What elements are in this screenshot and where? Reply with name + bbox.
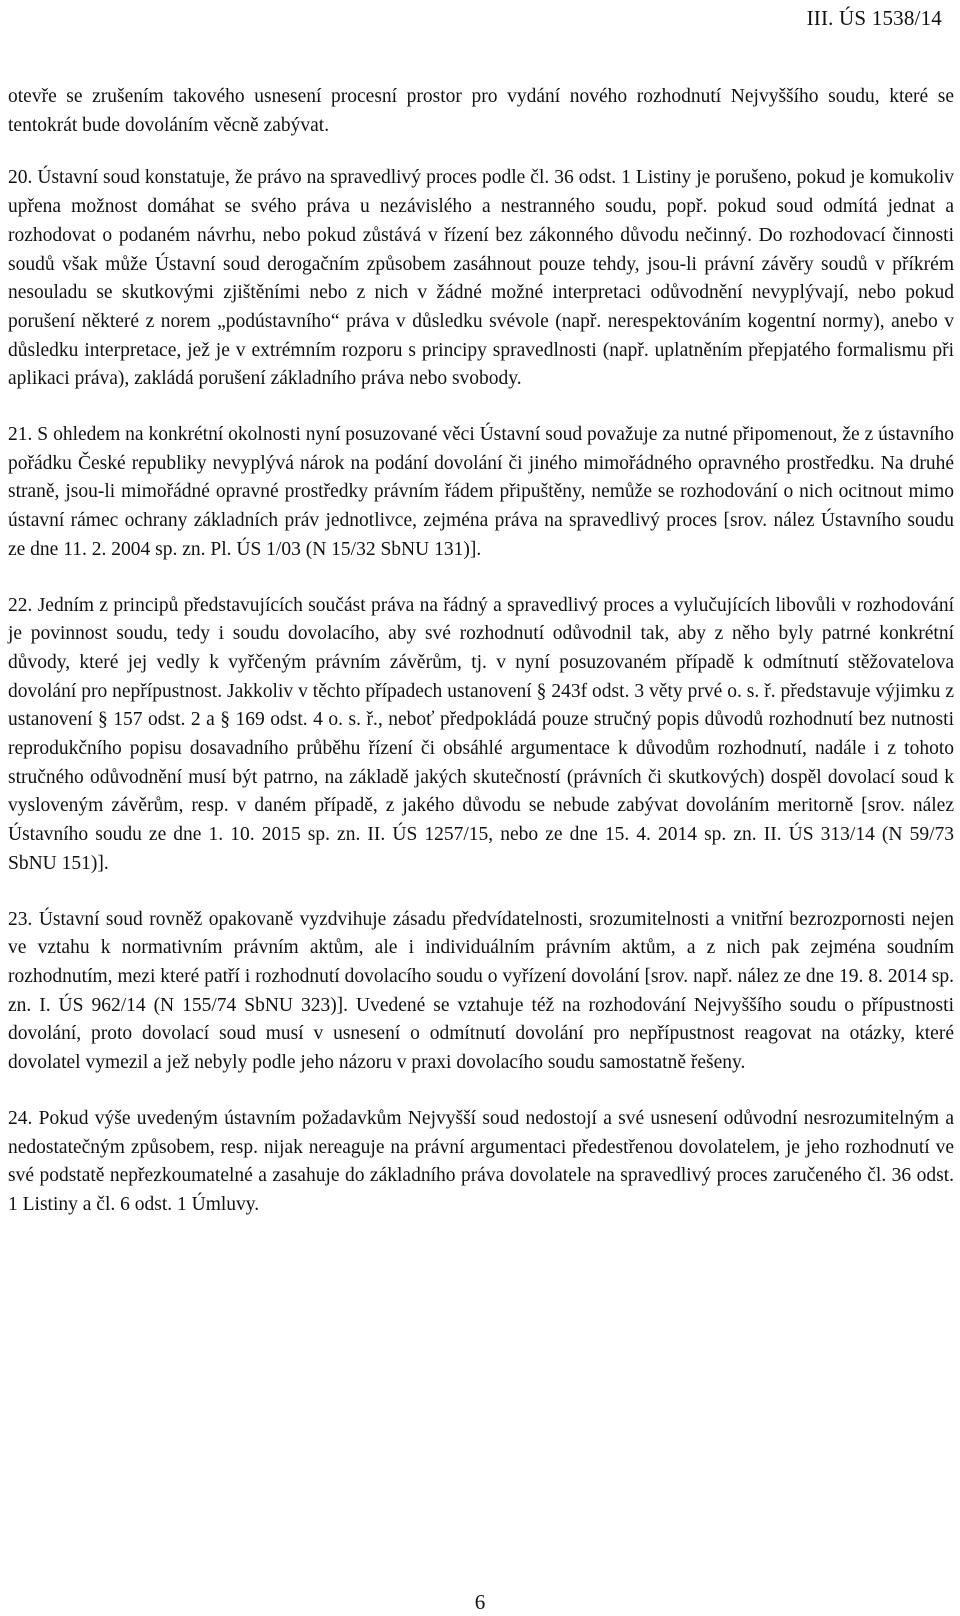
- paragraph-22: 22. Jedním z principů představujících součást práva na řádný a spravedlivý proces a vylučujících libovůli v rozhodování je povinnost soudu, tedy i soudu dovolacího, aby své rozhodnutí odůvodnil tak, aby z něho byly patrné konkrétní důvody, které jej vedly k vyřčeným právním závěrům, tj. v nyní posuzovaném případě k odmítnutí stěžovatelova dovolání pro nepřípustnost. Jakkoliv v těchto případech ustanovení § 243f odst. 3 věty prvé o. s. ř. představuje výjimku z ustanovení § 157 odst. 2 a § 169 odst. 4 o. s. ř., neboť předpokládá pouze stručný popis důvodů rozhodnutí bez nutnosti reprodukčního popisu dosavadního průběhu řízení či obsáhlé argumentace k důvodům rozhodnutí, nadále i z tohoto stručného odůvodnění musí být patrno, na základě jakých skutečností (právních či skutkových) dospěl dovolací soud k vysloveným závěrům, resp. v daném případě, z jakého důvodu se nebude zabývat dovoláním meritorně [srov. nález Ústavního soudu ze dne 1. 10. 2015 sp. zn. II. ÚS 1257/15, nebo ze dne 15. 4. 2014 sp. zn. II. ÚS 313/14 (N 59/73 SbNU 151)].: [8, 594, 954, 874]
- paragraph-24: 24. Pokud výše uvedeným ústavním požadavkům Nejvyšší soud nedostojí a své usnesení odůvodní nesrozumitelným a nedostatečným způsobem, resp. nijak nereaguje na právní argumentaci předestřenou dovolatelem, je jeho rozhodnutí ve své podstatě nepřezkoumatelné a zasahuje do základního práva dovolatele na spravedlivý proces zaručeného čl. 36 odst. 1 Listiny a čl. 6 odst. 1 Úmluvy.: [8, 1107, 954, 1215]
- case-number-header: III. ÚS 1538/14: [806, 6, 942, 30]
- paragraph-continuation: otevře se zrušením takového usnesení procesní prostor pro vydání nového rozhodnutí Nejvyššího soudu, které se tentokrát bude dovoláním věcně zabývat.: [8, 86, 954, 136]
- paragraph-20: 20. Ústavní soud konstatuje, že právo na spravedlivý proces podle čl. 36 odst. 1 Listiny je porušeno, pokud je komukoliv upřena možnost domáhat se svého práva u nezávislého a nestranného soudu, popř. pokud soud odmítá jednat a rozhodovat o podaném návrhu, nebo pokud zůstává v řízení bez zákonného důvodu nečinný. Do rozhodovací činnosti soudů však může Ústavní soud derogačním způsobem zasáhnout pouze tehdy, jsou-li právní závěry soudů v příkrém nesouladu se skutkovými zjištěními nebo z nich v žádné možné interpretaci odůvodnění nevyplývají, nebo pokud porušení některé z norem „podústavního“ práva v důsledku svévole (např. nerespektováním kogentní normy), anebo v důsledku interpretace, jež je v extrémním rozporu s principy spravedlnosti (např. uplatněním přepjatého formalismu při aplikaci práva), zakládá porušení základního práva nebo svobody.: [8, 167, 954, 390]
- document-body: [8, 83, 954, 1247]
- paragraph-23: 23. Ústavní soud rovněž opakovaně vyzdvihuje zásadu předvídatelnosti, srozumitelnosti a vnitřní bezrozpornosti nejen ve vztahu k normativním právním aktům, ale i individuálním právním aktům, a z nich pak zejména soudním rozhodnutím, mezi které patří i rozhodnutí dovolacího soudu o vyřízení dovolání [srov. např. nález ze dne 19. 8. 2014 sp. zn. I. ÚS 962/14 (N 155/74 SbNU 323)]. Uvedené se vztahuje též na rozhodování Nejvyššího soudu o přípustnosti dovolání, proto dovolací soud musí v usnesení o odmítnutí dovolání pro nepřípustnost reagovat na otázky, které dovolatel vymezil a jež nebyly podle jeho názoru v praxi dovolacího soudu samostatně řešeny.: [8, 908, 954, 1074]
- page-number: 6: [474, 1590, 486, 1614]
- paragraph-21: 21. S ohledem na konkrétní okolnosti nyní posuzované věci Ústavní soud považuje za nutné připomenout, že z ústavního pořádku České republiky nevyplývá nárok na podání dovolání či jiného mimořádného opravného prostředku. Na druhé straně, jsou-li mimořádné opravné prostředky právním řádem připuštěny, nemůže se rozhodování o nich ocitnout mimo ústavní rámec ochrany základních práv jednotlivce, zejména práva na spravedlivý proces [srov. nález Ústavního soudu ze dne 11. 2. 2004 sp. zn. Pl. ÚS 1/03 (N 15/32 SbNU 131)].: [8, 424, 954, 560]
